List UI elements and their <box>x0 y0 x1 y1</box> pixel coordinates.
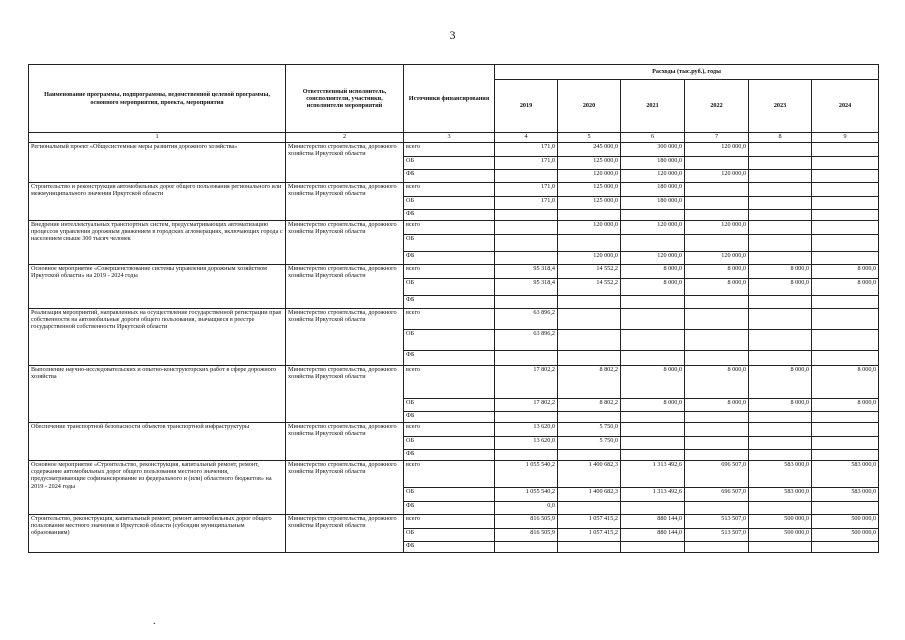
activity-name: Региональный проект «Общесистемные меры развития дорожного хозяйства» <box>29 143 286 183</box>
amount-cell <box>495 210 558 221</box>
header-year: 2024 <box>812 80 879 133</box>
amount-cell: 95 318,4 <box>495 279 558 296</box>
amount-cell: 171,0 <box>495 157 558 170</box>
amount-cell <box>558 351 621 366</box>
amount-cell <box>685 542 749 553</box>
amount-cell <box>685 423 749 437</box>
amount-cell: 180 000,0 <box>621 183 685 197</box>
funding-source-cell: ОБ <box>404 529 495 542</box>
executor-cell: Министерство строительства, дорожного хозяйства Иркутской области <box>286 366 404 423</box>
amount-cell <box>558 235 621 252</box>
funding-source-cell: ФБ <box>404 296 495 309</box>
amount-cell <box>749 183 812 197</box>
amount-cell: 583 000,0 <box>812 488 879 502</box>
amount-cell <box>685 502 749 515</box>
funding-source-cell: всего <box>404 423 495 437</box>
amount-cell: 125 000,0 <box>558 197 621 210</box>
amount-cell: 513 507,0 <box>685 529 749 542</box>
header-year: 2019 <box>495 80 558 133</box>
amount-cell <box>749 221 812 235</box>
funding-source-cell: ОБ <box>404 235 495 252</box>
funding-source-cell: ОБ <box>404 330 495 351</box>
column-index-row <box>29 133 879 143</box>
amount-cell: 95 318,4 <box>495 265 558 279</box>
amount-cell <box>495 170 558 183</box>
activity-name: Строительство, реконструкция, капитальный ремонт, ремонт автомобильных дорог общего пользования местного значения в Иркутской области (субсидии муниципальным образованиям) <box>29 515 286 553</box>
amount-cell: 1 400 682,3 <box>558 461 621 488</box>
amount-cell: 17 802,2 <box>495 366 558 399</box>
executor-cell: Министерство строительства, дорожного хозяйства Иркутской области <box>286 265 404 309</box>
amount-cell: 13 620,0 <box>495 437 558 450</box>
amount-cell: 816 505,9 <box>495 529 558 542</box>
amount-cell: 120 000,0 <box>685 170 749 183</box>
amount-cell <box>685 210 749 221</box>
header-name: Наименование программы, подпрограммы, ведомственной целевой программы, основного мероприятия, проекта, мероприятия <box>29 65 286 133</box>
table-row <box>29 183 879 197</box>
amount-cell: 696 507,0 <box>685 488 749 502</box>
funding-source-cell: ОБ <box>404 399 495 412</box>
funding-source-cell: всего <box>404 265 495 279</box>
amount-cell <box>812 542 879 553</box>
amount-cell <box>558 502 621 515</box>
executor-cell: Министерство строительства, дорожного хозяйства Иркутской области <box>286 423 404 461</box>
amount-cell <box>812 183 879 197</box>
amount-cell <box>812 437 879 450</box>
amount-cell <box>685 309 749 330</box>
amount-cell <box>749 309 812 330</box>
stray-mark: . <box>153 616 156 627</box>
amount-cell: 8 000,0 <box>621 279 685 296</box>
activity-name: Основное мероприятие «Совершенствование системы управления дорожным хозяйством Иркутской области» на 2019 - 2024 годы <box>29 265 286 309</box>
amount-cell <box>812 170 879 183</box>
amount-cell <box>621 502 685 515</box>
activity-name: Реализация мероприятий, направленных на осуществление государственной регистрации прав собственности на автомобильные дороги общего пользования, значащиеся в реестре государственной собственности Иркутской области <box>29 309 286 366</box>
amount-cell <box>558 210 621 221</box>
amount-cell <box>495 235 558 252</box>
amount-cell: 0,0 <box>495 502 558 515</box>
amount-cell <box>749 351 812 366</box>
amount-cell: 180 000,0 <box>621 197 685 210</box>
amount-cell <box>749 235 812 252</box>
table-row <box>29 423 879 437</box>
funding-source-cell: ОБ <box>404 437 495 450</box>
amount-cell <box>812 296 879 309</box>
amount-cell: 8 000,0 <box>749 399 812 412</box>
amount-cell: 8 802,2 <box>558 366 621 399</box>
activity-name: Внедрение интеллектуальных транспортных систем, предусматривающих автоматизацию процессов управления дорожным движением в городских агломерациях, включающих города с населением свыше 300 тысяч человек <box>29 221 286 265</box>
table-row <box>29 515 879 529</box>
funding-source-cell: всего <box>404 143 495 157</box>
amount-cell <box>621 437 685 450</box>
executor-cell: Министерство строительства, дорожного хозяйства Иркутской области <box>286 461 404 515</box>
funding-source-cell: ОБ <box>404 279 495 296</box>
amount-cell <box>749 157 812 170</box>
amount-cell: 125 000,0 <box>558 157 621 170</box>
amount-cell: 300 000,0 <box>621 143 685 157</box>
amount-cell <box>749 210 812 221</box>
executor-cell: Министерство строительства, дорожного хозяйства Иркутской области <box>286 221 404 265</box>
amount-cell: 1 313 492,6 <box>621 461 685 488</box>
amount-cell: 8 000,0 <box>685 366 749 399</box>
amount-cell <box>812 235 879 252</box>
amount-cell: 120 000,0 <box>685 252 749 265</box>
amount-cell: 17 802,2 <box>495 399 558 412</box>
amount-cell <box>685 157 749 170</box>
amount-cell <box>749 197 812 210</box>
amount-cell: 816 505,9 <box>495 515 558 529</box>
amount-cell: 8 000,0 <box>685 279 749 296</box>
amount-cell <box>621 210 685 221</box>
amount-cell <box>621 296 685 309</box>
amount-cell <box>812 423 879 437</box>
amount-cell <box>621 542 685 553</box>
funding-source-cell: всего <box>404 221 495 235</box>
amount-cell: 125 000,0 <box>558 183 621 197</box>
amount-cell <box>685 412 749 423</box>
amount-cell <box>812 143 879 157</box>
amount-cell <box>685 235 749 252</box>
amount-cell <box>749 252 812 265</box>
amount-cell: 1 400 682,3 <box>558 488 621 502</box>
amount-cell <box>495 252 558 265</box>
amount-cell: 171,0 <box>495 197 558 210</box>
column-index: 6 <box>621 133 685 143</box>
amount-cell <box>621 423 685 437</box>
amount-cell: 880 144,0 <box>621 529 685 542</box>
amount-cell: 500 000,0 <box>812 529 879 542</box>
amount-cell: 120 000,0 <box>621 252 685 265</box>
funding-source-cell: ОБ <box>404 197 495 210</box>
header-year: 2021 <box>621 80 685 133</box>
amount-cell: 14 552,2 <box>558 265 621 279</box>
amount-cell: 180 000,0 <box>621 157 685 170</box>
amount-cell <box>812 502 879 515</box>
funding-source-cell: всего <box>404 366 495 399</box>
amount-cell <box>621 235 685 252</box>
table-row <box>29 265 879 279</box>
amount-cell <box>749 143 812 157</box>
amount-cell: 8 000,0 <box>749 265 812 279</box>
amount-cell: 583 000,0 <box>749 488 812 502</box>
amount-cell <box>495 542 558 553</box>
activity-name: Обеспечение транспортной безопасности объектов транспортной инфраструктуры <box>29 423 286 461</box>
amount-cell: 13 620,0 <box>495 423 558 437</box>
amount-cell: 583 000,0 <box>812 461 879 488</box>
amount-cell <box>685 351 749 366</box>
amount-cell <box>812 330 879 351</box>
column-index: 9 <box>812 133 879 143</box>
amount-cell <box>749 296 812 309</box>
amount-cell <box>749 502 812 515</box>
amount-cell <box>495 351 558 366</box>
table-row <box>29 366 879 399</box>
amount-cell: 8 000,0 <box>812 366 879 399</box>
funding-source-cell: всего <box>404 461 495 488</box>
amount-cell: 513 507,0 <box>685 515 749 529</box>
table-row <box>29 309 879 330</box>
funding-source-cell: ФБ <box>404 412 495 423</box>
amount-cell: 1 055 540,2 <box>495 488 558 502</box>
funding-source-cell: ФБ <box>404 210 495 221</box>
column-index: 2 <box>286 133 404 143</box>
column-index: 7 <box>685 133 749 143</box>
amount-cell <box>749 437 812 450</box>
page-number: 3 <box>449 28 456 42</box>
amount-cell <box>749 330 812 351</box>
amount-cell: 171,0 <box>495 183 558 197</box>
amount-cell <box>495 221 558 235</box>
amount-cell <box>685 437 749 450</box>
amount-cell: 63 896,2 <box>495 330 558 351</box>
amount-cell <box>495 412 558 423</box>
header-sources: Источники финансирования <box>404 65 495 133</box>
amount-cell: 120 000,0 <box>685 143 749 157</box>
amount-cell <box>685 330 749 351</box>
amount-cell <box>812 157 879 170</box>
amount-cell: 1 055 540,2 <box>495 461 558 488</box>
amount-cell: 583 000,0 <box>749 461 812 488</box>
funding-source-cell: всего <box>404 309 495 330</box>
amount-cell: 8 000,0 <box>749 279 812 296</box>
amount-cell: 245 000,0 <box>558 143 621 157</box>
activity-name: Строительство и реконструкция автомобильных дорог общего пользования регионального или межмуниципального значения Иркутской области <box>29 183 286 221</box>
executor-cell: Министерство строительства, дорожного хозяйства Иркутской области <box>286 143 404 183</box>
amount-cell: 120 000,0 <box>621 221 685 235</box>
amount-cell <box>558 450 621 461</box>
amount-cell <box>621 412 685 423</box>
amount-cell: 120 000,0 <box>621 170 685 183</box>
amount-cell <box>812 450 879 461</box>
amount-cell <box>685 450 749 461</box>
amount-cell <box>749 450 812 461</box>
amount-cell: 120 000,0 <box>685 221 749 235</box>
amount-cell <box>685 197 749 210</box>
amount-cell: 5 750,0 <box>558 423 621 437</box>
amount-cell: 171,0 <box>495 143 558 157</box>
executor-cell: Министерство строительства, дорожного хозяйства Иркутской области <box>286 183 404 221</box>
amount-cell: 8 000,0 <box>685 399 749 412</box>
column-index: 5 <box>558 133 621 143</box>
amount-cell: 500 000,0 <box>812 515 879 529</box>
amount-cell <box>812 197 879 210</box>
amount-cell: 500 000,0 <box>749 529 812 542</box>
table-row <box>29 221 879 235</box>
amount-cell: 8 000,0 <box>621 265 685 279</box>
amount-cell <box>812 252 879 265</box>
table-row <box>29 143 879 157</box>
amount-cell: 8 000,0 <box>685 265 749 279</box>
amount-cell: 63 896,2 <box>495 309 558 330</box>
amount-cell <box>558 296 621 309</box>
funding-source-cell: ФБ <box>404 542 495 553</box>
amount-cell <box>812 210 879 221</box>
amount-cell: 5 750,0 <box>558 437 621 450</box>
amount-cell <box>495 296 558 309</box>
amount-cell: 14 552,2 <box>558 279 621 296</box>
amount-cell: 8 000,0 <box>812 265 879 279</box>
header-year: 2020 <box>558 80 621 133</box>
amount-cell: 1 057 415,2 <box>558 529 621 542</box>
funding-source-cell: ФБ <box>404 502 495 515</box>
amount-cell <box>812 221 879 235</box>
funding-source-cell: всего <box>404 183 495 197</box>
activity-name: Выполнение научно-исследовательских и опытно-конструкторских работ в сфере дорожного хозяйства <box>29 366 286 423</box>
amount-cell <box>812 412 879 423</box>
amount-cell <box>749 170 812 183</box>
amount-cell <box>812 309 879 330</box>
amount-cell <box>621 450 685 461</box>
column-index: 1 <box>29 133 286 143</box>
amount-cell <box>749 412 812 423</box>
column-index: 8 <box>749 133 812 143</box>
amount-cell: 8 000,0 <box>812 279 879 296</box>
amount-cell: 120 000,0 <box>558 252 621 265</box>
amount-cell <box>558 542 621 553</box>
amount-cell <box>621 330 685 351</box>
header-executor: Ответственный исполнитель, соисполнители, участники, исполнители мероприятий <box>286 65 404 133</box>
amount-cell: 500 000,0 <box>749 515 812 529</box>
funding-source-cell: ОБ <box>404 157 495 170</box>
header-year: 2022 <box>685 80 749 133</box>
budget-table <box>28 64 879 553</box>
amount-cell <box>685 183 749 197</box>
executor-cell: Министерство строительства, дорожного хозяйства Иркутской области <box>286 515 404 553</box>
amount-cell <box>558 412 621 423</box>
amount-cell: 8 000,0 <box>621 399 685 412</box>
amount-cell: 120 000,0 <box>558 221 621 235</box>
amount-cell: 1 313 492,6 <box>621 488 685 502</box>
amount-cell <box>749 542 812 553</box>
amount-cell: 8 000,0 <box>621 366 685 399</box>
amount-cell <box>558 309 621 330</box>
amount-cell <box>621 309 685 330</box>
column-index: 3 <box>404 133 495 143</box>
executor-cell: Министерство строительства, дорожного хозяйства Иркутской области <box>286 309 404 366</box>
amount-cell: 1 057 415,2 <box>558 515 621 529</box>
activity-name: Основное мероприятие «Строительство, реконструкция, капитальный ремонт, ремонт, содержание автомобильных дорог общего пользования местного значения, предусматривающие софинансирование из федерального и (или) областного бюджетов» на 2019 - 2024 годы <box>29 461 286 515</box>
amount-cell: 8 000,0 <box>749 366 812 399</box>
amount-cell: 696 507,0 <box>685 461 749 488</box>
funding-source-cell: всего <box>404 515 495 529</box>
amount-cell <box>812 351 879 366</box>
amount-cell <box>558 330 621 351</box>
amount-cell: 120 000,0 <box>558 170 621 183</box>
funding-source-cell: ФБ <box>404 170 495 183</box>
funding-source-cell: ФБ <box>404 252 495 265</box>
funding-source-cell: ФБ <box>404 351 495 366</box>
funding-source-cell: ОБ <box>404 488 495 502</box>
amount-cell <box>749 423 812 437</box>
amount-cell <box>685 296 749 309</box>
column-index: 4 <box>495 133 558 143</box>
funding-source-cell: ФБ <box>404 450 495 461</box>
amount-cell: 8 802,2 <box>558 399 621 412</box>
amount-cell <box>495 450 558 461</box>
header-expenses: Расходы (тыс.руб.), годы <box>495 65 879 80</box>
amount-cell: 8 000,0 <box>812 399 879 412</box>
amount-cell <box>621 351 685 366</box>
amount-cell: 880 144,0 <box>621 515 685 529</box>
table-row <box>29 461 879 488</box>
header-year: 2023 <box>749 80 812 133</box>
